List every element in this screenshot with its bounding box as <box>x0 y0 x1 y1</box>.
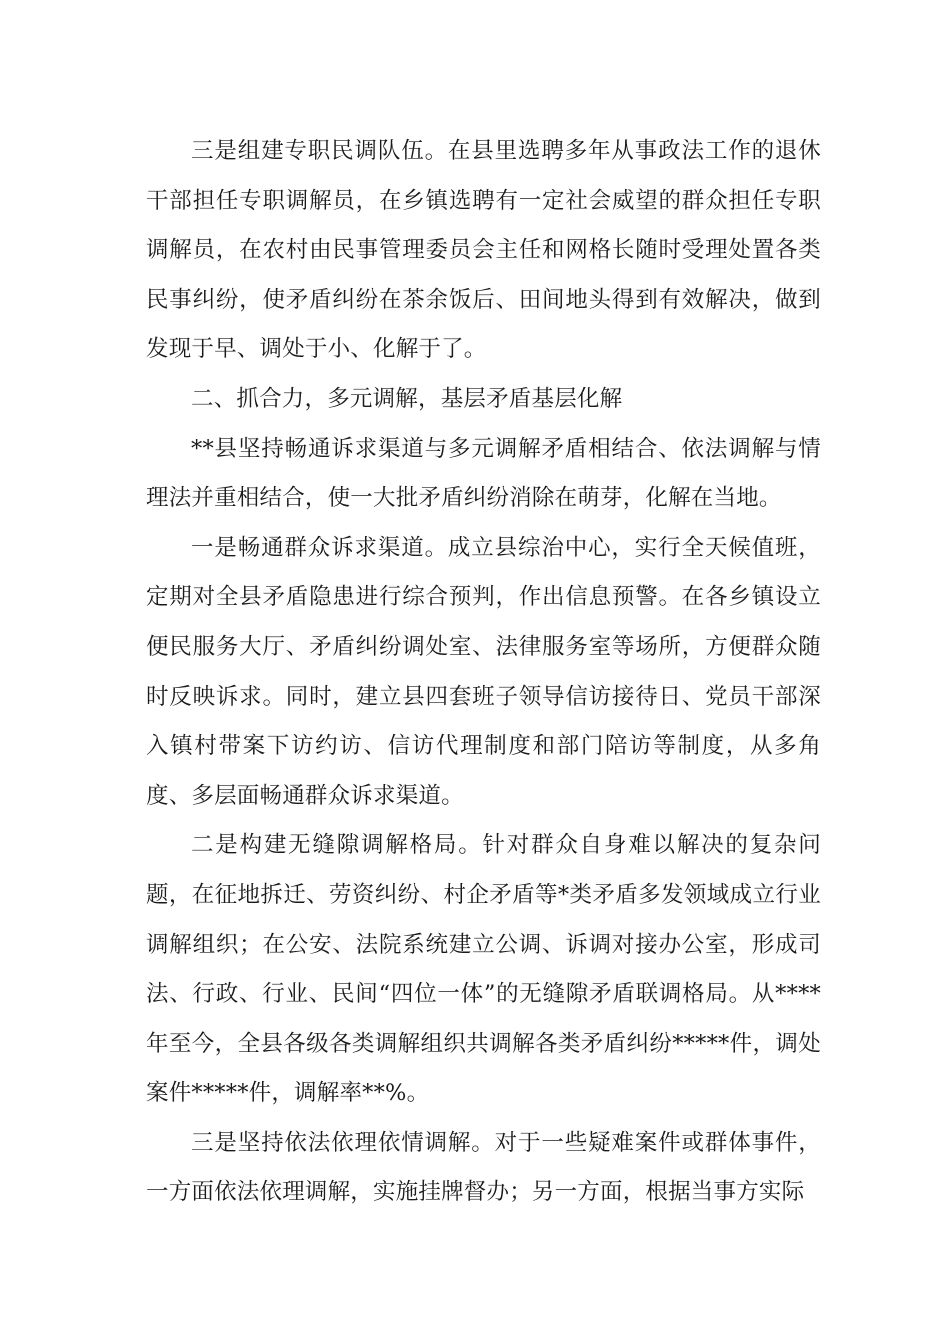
document-body <box>146 127 821 1218</box>
paragraph-seamless-mediation: 二是构建无缝隙调解格局。针对群众自身难以解决的复杂问题，在征地拆迁、劳资纠纷、村企矛盾等*类矛盾多发领域成立行业调解组织；在公安、法院系统建立公调、诉调对接办公室，形成司法、行政、行业、民间“四位一体”的无缝隙矛盾联调格局。从****年至今，全县各级各类调解组织共调解各类矛盾纠纷*****件，调处案件*****件，调解率**%。 <box>146 832 821 1107</box>
section-heading-mediation: 二、抓合力，多元调解，基层矛盾基层化解 <box>191 385 623 412</box>
paragraph-appeal-channels: 一是畅通群众诉求渠道。成立县综治中心，实行全天候值班，定期对全县矛盾隐患进行综合预判，作出信息预警。在各乡镇设立便民服务大厅、矛盾纠纷调处室、法律服务室等场所，方便群众随时反映诉求。同时，建立县四套班子领导信访接待日、党员干部深入镇村带案下访约访、信访代理制度和部门陪访等制度，从多角度、多层面畅通群众诉求渠道。 <box>146 534 821 809</box>
paragraph-county-overview: **县坚持畅通诉求渠道与多元调解矛盾相结合、依法调解与情理法并重相结合，使一大批矛盾纠纷消除在萌芽，化解在当地。 <box>146 435 821 512</box>
paragraph-lawful-mediation: 三是坚持依法依理依情调解。对于一些疑难案件或群体事件，一方面依法依理调解，实施挂牌督办；另一方面，根据当事方实际 <box>146 1129 821 1206</box>
paragraph-team-building: 三是组建专职民调队伍。在县里选聘多年从事政法工作的退休干部担任专职调解员，在乡镇选聘有一定社会威望的群众担任专职调解员，在农村由民事管理委员会主任和网格长随时受理处置各类民事纠纷，使矛盾纠纷在茶余饭后、田间地头得到有效解决，做到发现于早、调处于小、化解于了。 <box>146 138 821 363</box>
